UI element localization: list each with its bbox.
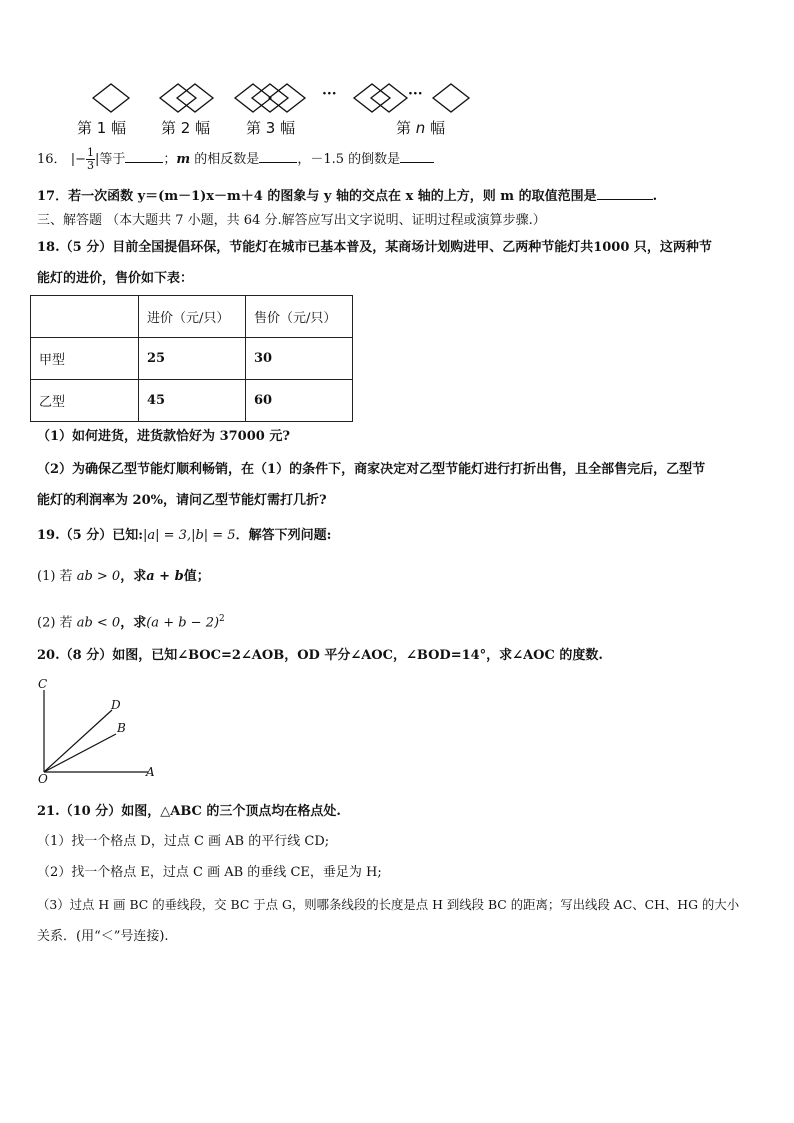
question-18-sub1: （1）如何进货，进货款恰好为 37000 元? (37, 429, 290, 444)
answer-blank[interactable] (400, 150, 434, 163)
answer-blank[interactable] (259, 150, 297, 163)
answer-blank[interactable] (125, 150, 163, 163)
table-cell: 30 (246, 338, 353, 380)
pattern-label-2: 第 2 幅 (161, 119, 211, 137)
label-O: O (38, 772, 48, 786)
pattern-dots-inner: ··· (408, 86, 423, 102)
question-17: 17．若一次函数 y＝(m－1)x－m＋4 的图象与 y 轴的交点在 x 轴的上方，则 m 的取值范围是 . (37, 189, 658, 204)
label-A: A (146, 765, 155, 779)
table-cell: 60 (246, 380, 353, 422)
question-16: 16． |− $\frac{1}{3}$ |等于 ；m 的相反数是 ，－1.5 的倒数是 (37, 145, 764, 175)
question-21-sub1: （1）找一个格点 D，过点 C 画 AB 的平行线 CD; (37, 834, 330, 849)
rhombus (93, 84, 129, 112)
table-header-cell: 进价（元/只） (139, 296, 246, 338)
question-21-sub2: （2）找一个格点 E，过点 C 画 AB 的垂线 CE，垂足为 H; (37, 865, 382, 880)
question-18-sub2-line1: （2）为确保乙型节能灯顺利畅销，在（1）的条件下，商家决定对乙型节能灯进行打折出售，且全部售完后，乙型节 (37, 462, 706, 477)
question-21: 21.（10 分）如图，△ABC 的三个顶点均在格点处. (37, 804, 341, 819)
question-19: 19.（5 分）已知:|a| = 3,|b| = 5．解答下列问题: (37, 528, 332, 543)
rhombus (433, 84, 469, 112)
question-18-sub2-line2: 能灯的利润率为 20%，请问乙型节能灯需打几折? (37, 493, 327, 508)
label-D: D (111, 698, 121, 712)
table-cell: 45 (139, 380, 246, 422)
table-header-row (31, 296, 353, 338)
label-C: C (38, 677, 48, 691)
pattern-label-1: 第 1 幅 (77, 119, 127, 137)
question-19-sub1: (1) 若 ab > 0，求a + b值； (37, 569, 210, 584)
table-header-cell (31, 296, 139, 338)
section-heading: 三、解答题 （本大题共 7 小题，共 64 分.解答应写出文字说明、证明过程或演算步骤.） (37, 213, 546, 228)
label-B: B (117, 721, 126, 735)
pattern-label-3: 第 3 幅 (246, 119, 296, 137)
question-20: 20.（8 分）如图，已知∠BOC=2∠AOB，OD 平分∠AOC，∠BOD=14°，求∠AOC 的度数. (37, 648, 603, 663)
table-cell: 25 (139, 338, 246, 380)
fraction-one-third: $\frac{1}{3}$ (86, 146, 94, 172)
table-cell: 甲型 (31, 338, 139, 380)
question-18-line1: 18.（5 分）目前全国提倡环保，节能灯在城市已基本普及，某商场计划购进甲、乙两种节能灯共1000 只，这两种节 (37, 240, 712, 255)
question-21-sub3-line2: 关系．(用“＜”号连接). (37, 929, 169, 944)
pattern-dots: ··· (322, 86, 337, 102)
table-cell: 乙型 (31, 380, 139, 422)
table-row (31, 338, 353, 380)
price-table (30, 295, 353, 422)
table-row (31, 380, 353, 422)
table-header-cell: 售价（元/只） (246, 296, 353, 338)
question-21-sub3-line1: （3）过点 H 画 BC 的垂线段，交 BC 于点 G，则哪条线段的长度是点 H 到线段 BC 的距离；写出线段 AC、CH、HG 的大小 (37, 897, 740, 912)
pattern-label-n: 第 n 幅 (396, 119, 446, 137)
question-19-sub2: (2) 若 ab < 0，求$(a + b - 2)^2$ (37, 614, 225, 631)
answer-blank[interactable] (597, 187, 653, 200)
question-18-line2: 能灯的进价，售价如下表： (37, 271, 194, 286)
